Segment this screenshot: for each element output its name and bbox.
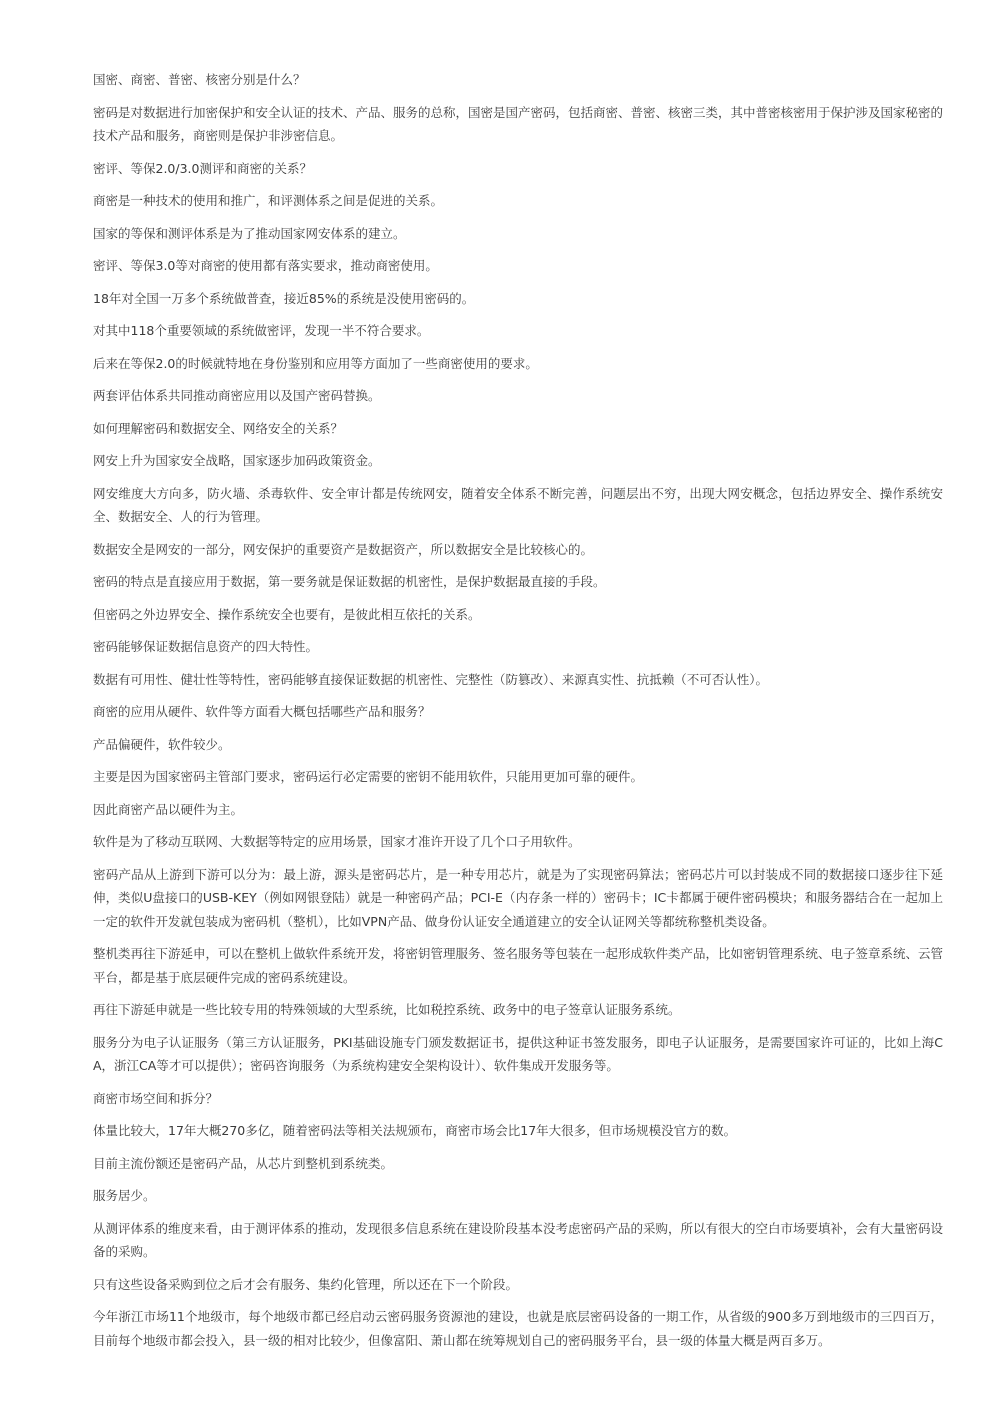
paragraph: 网安维度大方向多，防火墙、杀毒软件、安全审计都是传统网安，随着安全体系不断完善，问题层出不穷，出现大网安概念，包括边界安全、操作系统安全、数据安全、人的行为管理。 — [93, 485, 943, 524]
paragraph: 产品偏硬件，软件较少。 — [93, 736, 231, 752]
paragraph: 对其中118个重要领域的系统做密评，发现一半不符合要求。 — [93, 323, 430, 338]
paragraph: 整机类再往下游延申，可以在整机上做软件系统开发，将密钥管理服务、签名服务等包装在一起形成软件类产品，比如密钥管理系统、电子签章系统、云管平台，都是基于底层硬件完成的密码系统建设。 — [93, 946, 944, 985]
paragraph: 后来在等保2.0的时候就特地在身份鉴别和应用等方面加了一些商密使用的要求。 — [93, 355, 538, 371]
paragraph: 数据安全是网安的一部分，网安保护的重要资产是数据资产，所以数据安全是比较核心的。 — [93, 541, 594, 557]
paragraph: 只有这些设备采购到位之后才会有服务、集约化管理，所以还在下一个阶段。 — [93, 1276, 519, 1292]
paragraph: 18年对全国一万多个系统做普查，接近85%的系统是没使用密码的。 — [93, 290, 475, 306]
paragraph: 密码产品从上游到下游可以分为：最上游，源头是密码芯片，是一种专用芯片，就是为了实现密码算法；密码芯片可以封装成不同的数据接口逐步往下延伸，类似U盘接口的USB-KEY（例如网银登陆）就是一种密码产品；PCI-E（内存条一样的）密码卡；IC卡都属于硬件密码模块；和服务器结合在一起加上一定的软件开发就包装成为密码机（整机），比如VPN产品、做身份认证安全通道建立的安全认证网关等都统称整机类设备。 — [93, 866, 943, 929]
paragraph: 密码的特点是直接应用于数据，第一要务就是保证数据的机密性，是保护数据最直接的手段。 — [93, 574, 606, 589]
paragraph: 因此商密产品以硬件为主。 — [93, 801, 244, 817]
question-heading: 商密的应用从硬件、软件等方面看大概包括哪些产品和服务？ — [93, 704, 431, 719]
question-heading: 商密市场空间和拆分？ — [93, 1090, 219, 1106]
paragraph: 服务居少。 — [93, 1188, 156, 1203]
paragraph: 密评、等保3.0等对商密的使用都有落实要求，推动商密使用。 — [93, 258, 438, 273]
paragraph: 体量比较大，17年大概270多亿，随着密码法等相关法规颁布，商密市场会比17年大很多，但市场规模没官方的数。 — [93, 1123, 737, 1138]
paragraph: 密码是对数据进行加密保护和安全认证的技术、产品、服务的总称，国密是国产密码，包括商密、普密、核密三类，其中普密核密用于保护涉及国家秘密的技术产品和服务，商密则是保护非涉密信息。 — [93, 104, 944, 143]
paragraph: 但密码之外边界安全、操作系统安全也要有，是彼此相互依托的关系。 — [93, 606, 481, 622]
paragraph: 数据有可用性、健壮性等特性，密码能够直接保证数据的机密性、完整性（防篡改）、来源真实性、抗抵赖（不可否认性）。 — [93, 671, 769, 687]
paragraph: 再往下游延申就是一些比较专用的特殊领域的大型系统，比如税控系统、政务中的电子签章认证服务系统。 — [93, 1002, 681, 1017]
paragraph: 目前主流份额还是密码产品，从芯片到整机到系统类。 — [93, 1155, 394, 1171]
paragraph: 从测评体系的维度来看，由于测评体系的推动，发现很多信息系统在建设阶段基本没考虑密码产品的采购，所以有很大的空白市场要填补，会有大量密码设备的采购。 — [93, 1220, 944, 1259]
paragraph: 密码能够保证数据信息资产的四大特性。 — [93, 639, 319, 654]
paragraph: 服务分为电子认证服务（第三方认证服务，PKI基础设施专门颁发数据证书，提供这种证书签发服务，即电子认证服务，是需要国家许可证的，比如上海CA，浙江CA等才可以提供）；密码咨询服务（为系统构建安全架构设计）、软件集成开发服务等。 — [93, 1034, 943, 1073]
paragraph: 两套评估体系共同推动商密应用以及国产密码替换。 — [93, 388, 381, 403]
question-heading: 国密、商密、普密、核密分别是什么？ — [93, 72, 306, 87]
paragraph: 主要是因为国家密码主管部门要求，密码运行必定需要的密钥不能用软件，只能用更加可靠的硬件。 — [93, 769, 644, 784]
paragraph: 商密是一种技术的使用和推广，和评测体系之间是促进的关系。 — [93, 193, 444, 208]
document-body — [93, 68, 943, 1361]
paragraph: 今年浙江市场11个地级市，每个地级市都已经启动云密码服务资源池的建设，也就是底层密码设备的一期工作，从省级的900多万到地级市的三四百万，目前每个地级市都会投入，县一级的相对比较少，但像富阳、萧山都在统筹规划自己的密码服务平台，县一级的体量大概是两百多万。 — [93, 1309, 943, 1348]
question-heading: 如何理解密码和数据安全、网络安全的关系？ — [93, 420, 344, 436]
paragraph: 网安上升为国家安全战略，国家逐步加码政策资金。 — [93, 453, 381, 468]
question-heading: 密评、等保2.0/3.0测评和商密的关系？ — [93, 160, 312, 176]
paragraph: 国家的等保和测评体系是为了推动国家网安体系的建立。 — [93, 225, 406, 241]
paragraph: 软件是为了移动互联网、大数据等特定的应用场景，国家才准许开设了几个口子用软件。 — [93, 834, 581, 849]
